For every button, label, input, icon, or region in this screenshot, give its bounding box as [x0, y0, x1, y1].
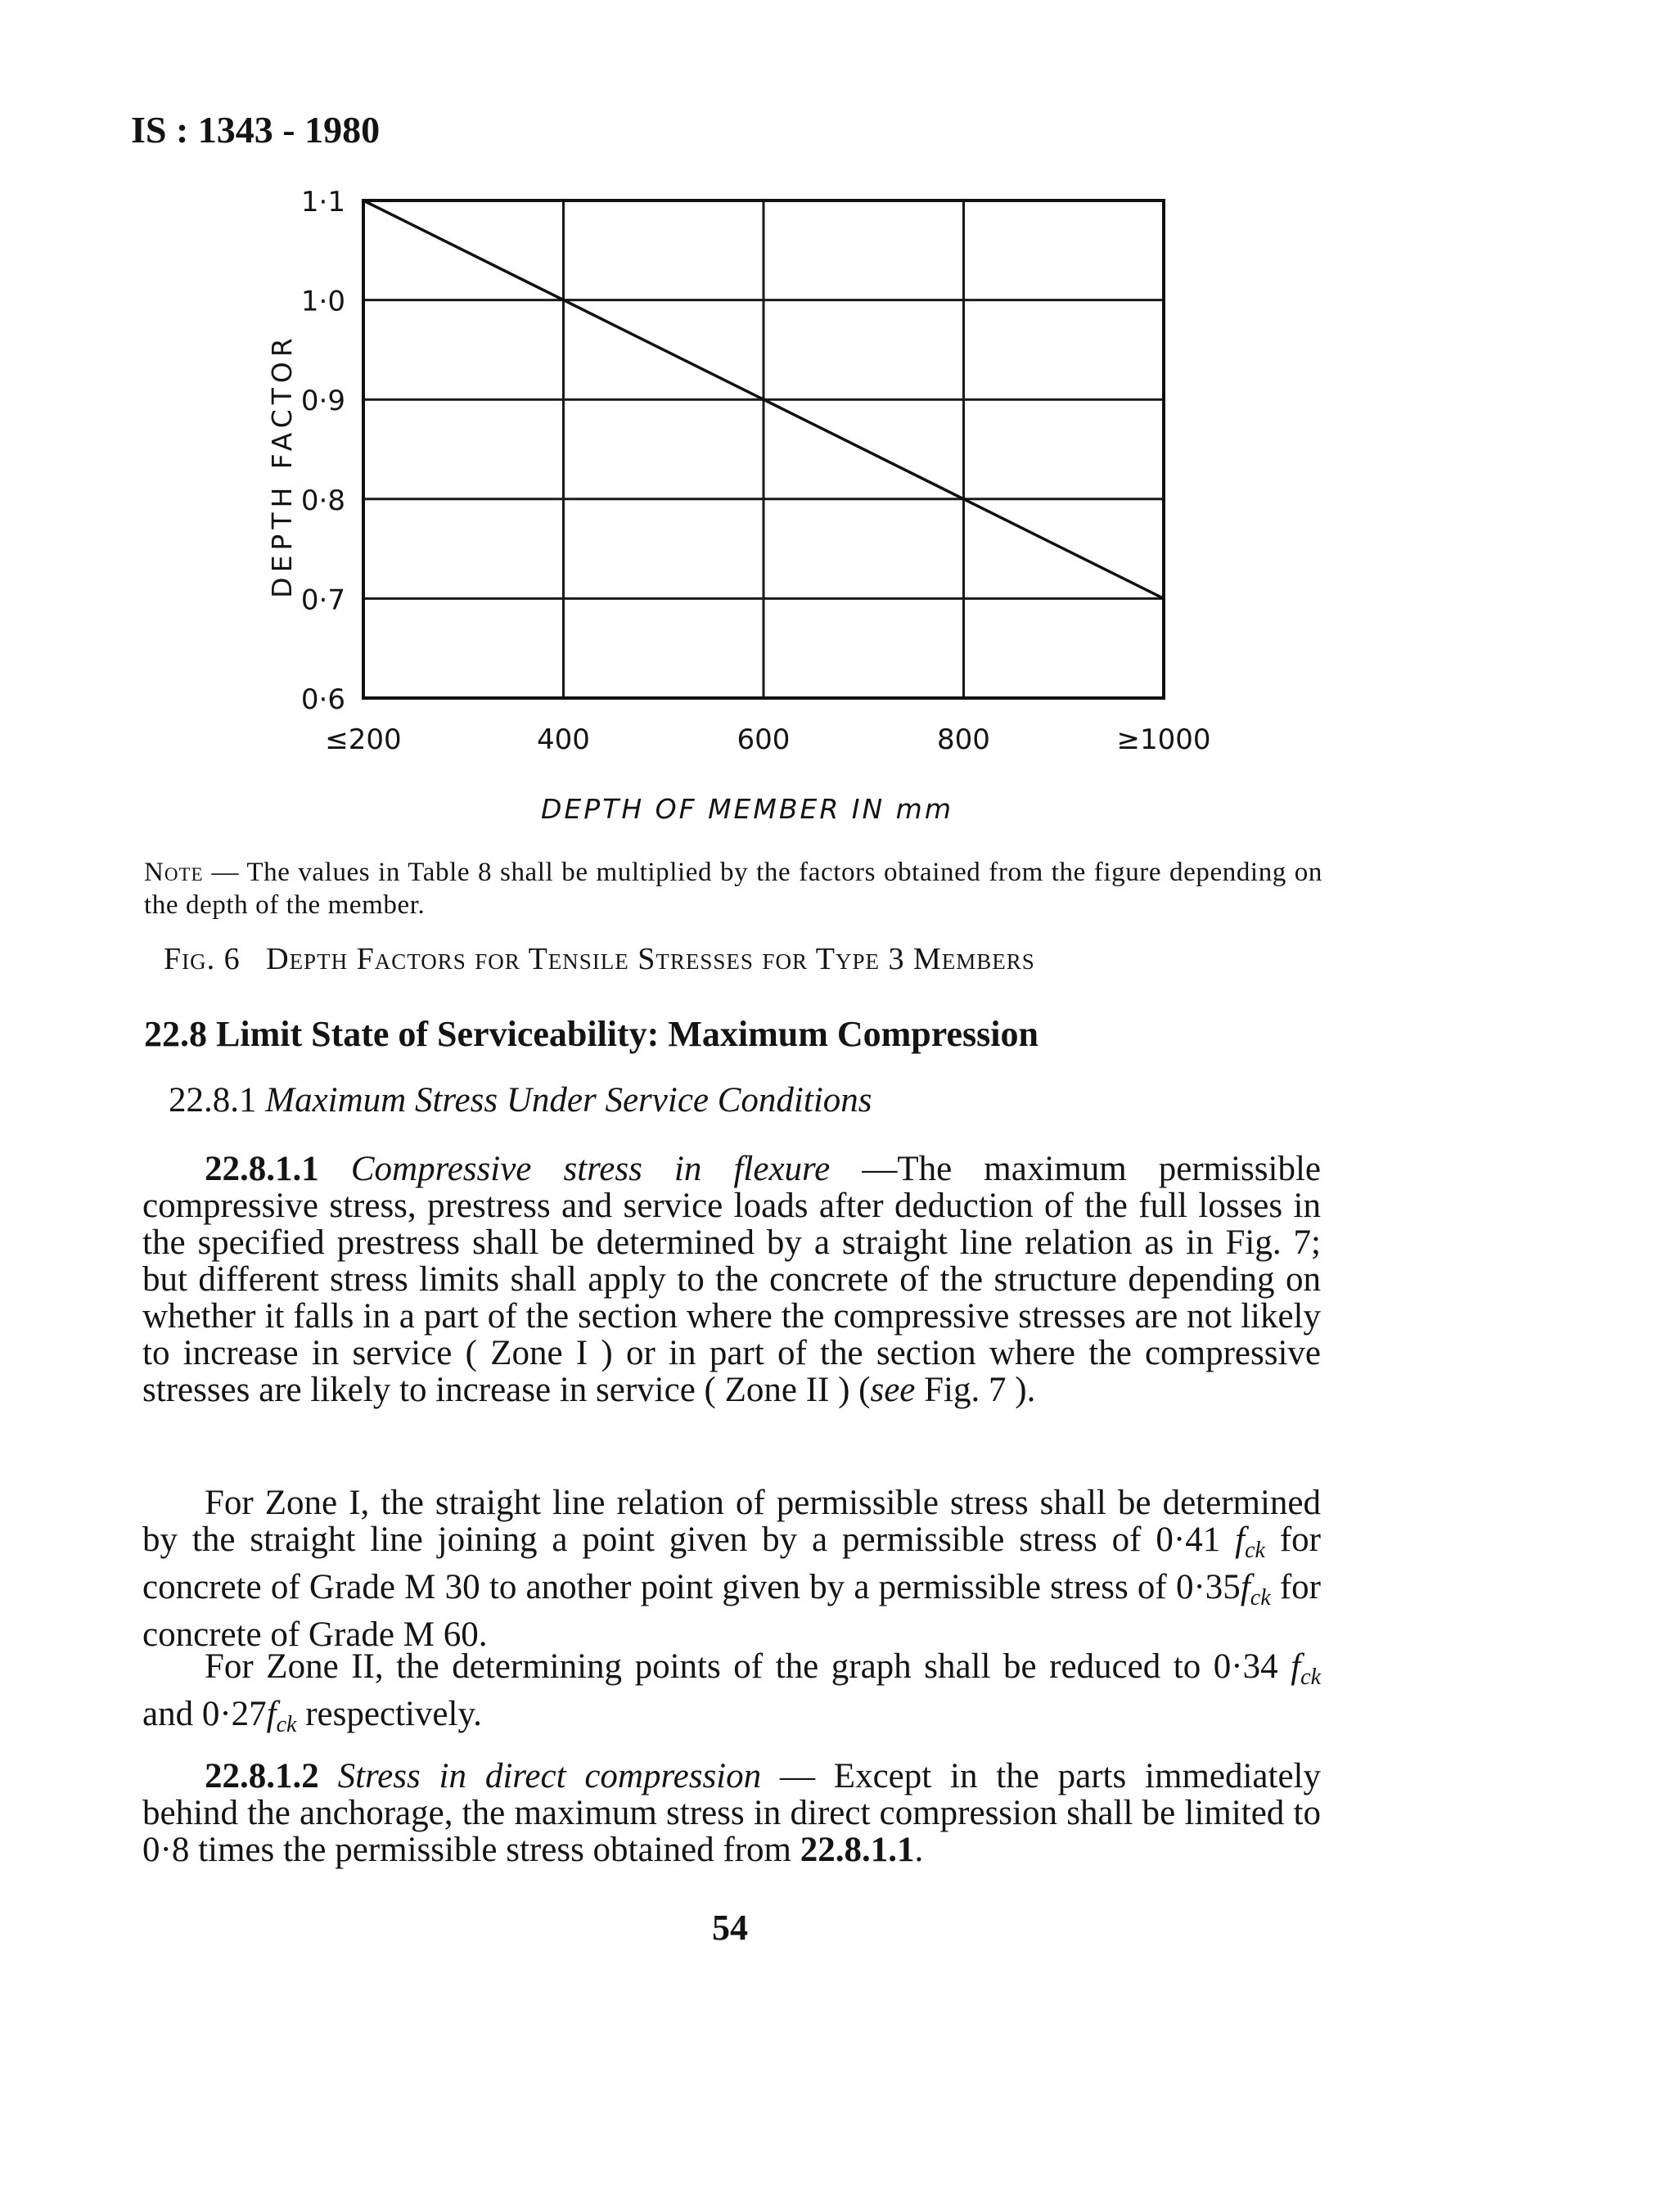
clause-number: 22.8.1.1	[205, 1150, 319, 1188]
zone-one-text-a: For Zone I, the straight line relation of permissible stress shall be determined by the straight line joining a point given by a permissible stress of 0·41	[142, 1484, 1321, 1559]
series-point-1	[562, 299, 565, 302]
clause-text: —The maximum permissible compressive stress, prestress and service loads after deduction of the full losses in the specified prestress shall be determined by a straight line relation as in Fig. 7; but different stress limits shall apply to the concrete of the structure depending on whether it falls in a part of the section where the compressive stresses are not likely to increase in service ( Zone I ) or in part of the section where the compressive stresses are likely to increase in service ( Zone II ) (	[142, 1150, 1322, 1409]
x-tick-label: 800	[937, 723, 990, 756]
paragraph-zone-two	[142, 1648, 1321, 1743]
x-tick-label: ≥1000	[1116, 723, 1211, 756]
clause-end: Fig. 7 ).	[915, 1371, 1036, 1409]
y-tick-label: 0·9	[300, 385, 345, 418]
clause-text: — Except in the parts immediately behind the anchorage, the maximum stress in direct compression shall be limited to 0·8 times the permissible stress obtained from	[142, 1757, 1321, 1869]
section-heading: 22.8 Limit State of Serviceability: Maximum Compression	[144, 1014, 1038, 1054]
x-axis-label: DEPTH OF MEMBER IN mm	[541, 793, 953, 825]
fck-symbol: f	[1235, 1520, 1246, 1559]
clause-reference: 22.8.1.1	[800, 1831, 915, 1869]
zone-one-text-c: for concrete of Grade M 60.	[142, 1568, 1321, 1654]
series-point-3	[962, 498, 966, 501]
standard-code-header: IS : 1343 - 1980	[131, 109, 381, 151]
paragraph-compressive-stress	[142, 1151, 1321, 1408]
fck-subscript: ck	[1250, 1585, 1271, 1611]
caption-title: Depth Factors for Tensile Stresses for Type 3 Members	[266, 942, 1035, 976]
note-label: Note	[144, 858, 204, 887]
clause-title: Stress in direct compression	[337, 1757, 762, 1795]
y-tick-label: 1·0	[300, 285, 345, 318]
clause-end: .	[914, 1831, 924, 1869]
figure-note	[144, 856, 1322, 921]
depth-factor-chart	[0, 0, 1676, 884]
fck-symbol: f	[266, 1695, 277, 1733]
fck-subscript: ck	[1300, 1665, 1321, 1690]
clause-title: Compressive stress in flexure	[350, 1150, 831, 1188]
caption-number: Fig. 6	[164, 942, 241, 976]
note-text: — The values in Table 8 shall be multiplied by the factors obtained from the figure depending on the depth of the member.	[144, 858, 1322, 920]
zone-one-text-b: for concrete of Grade M 30 to another point given by a permissible stress of 0·35	[142, 1520, 1321, 1606]
x-tick-label: ≤200	[325, 723, 402, 756]
zone-two-text-a: For Zone II, the determining points of the graph shall be reduced to 0·34	[205, 1647, 1291, 1686]
depth-factor-figure	[0, 0, 1676, 884]
figure-caption	[164, 941, 1035, 977]
series-point-2	[762, 398, 765, 401]
zone-two-text-c: respectively.	[296, 1695, 482, 1733]
series-point-0	[362, 199, 365, 202]
fck-symbol: f	[1291, 1647, 1301, 1686]
fck-subscript: ck	[276, 1712, 297, 1737]
x-tick-label: 600	[737, 723, 791, 756]
paragraph-direct-compression	[142, 1758, 1321, 1868]
y-tick-label: 0·6	[300, 683, 345, 716]
subsection-number: 22.8.1	[169, 1081, 257, 1120]
y-tick-label: 0·8	[300, 484, 345, 517]
x-tick-label: 400	[537, 723, 590, 756]
clause-number: 22.8.1.2	[205, 1757, 319, 1795]
page-number: 54	[712, 1908, 748, 1948]
fck-symbol: f	[1240, 1568, 1250, 1606]
y-axis-label: DEPTH FACTOR	[266, 333, 298, 598]
subsection-heading	[169, 1080, 872, 1120]
see-reference: see	[870, 1371, 916, 1409]
subsection-title: Maximum Stress Under Service Conditions	[265, 1081, 872, 1120]
zone-two-text-b: and 0·27	[142, 1695, 267, 1733]
series-point-4	[1162, 597, 1165, 600]
fck-subscript: ck	[1245, 1538, 1265, 1563]
y-tick-label: 1·1	[300, 186, 345, 218]
y-tick-label: 0·7	[300, 583, 345, 617]
paragraph-zone-one	[142, 1484, 1321, 1653]
